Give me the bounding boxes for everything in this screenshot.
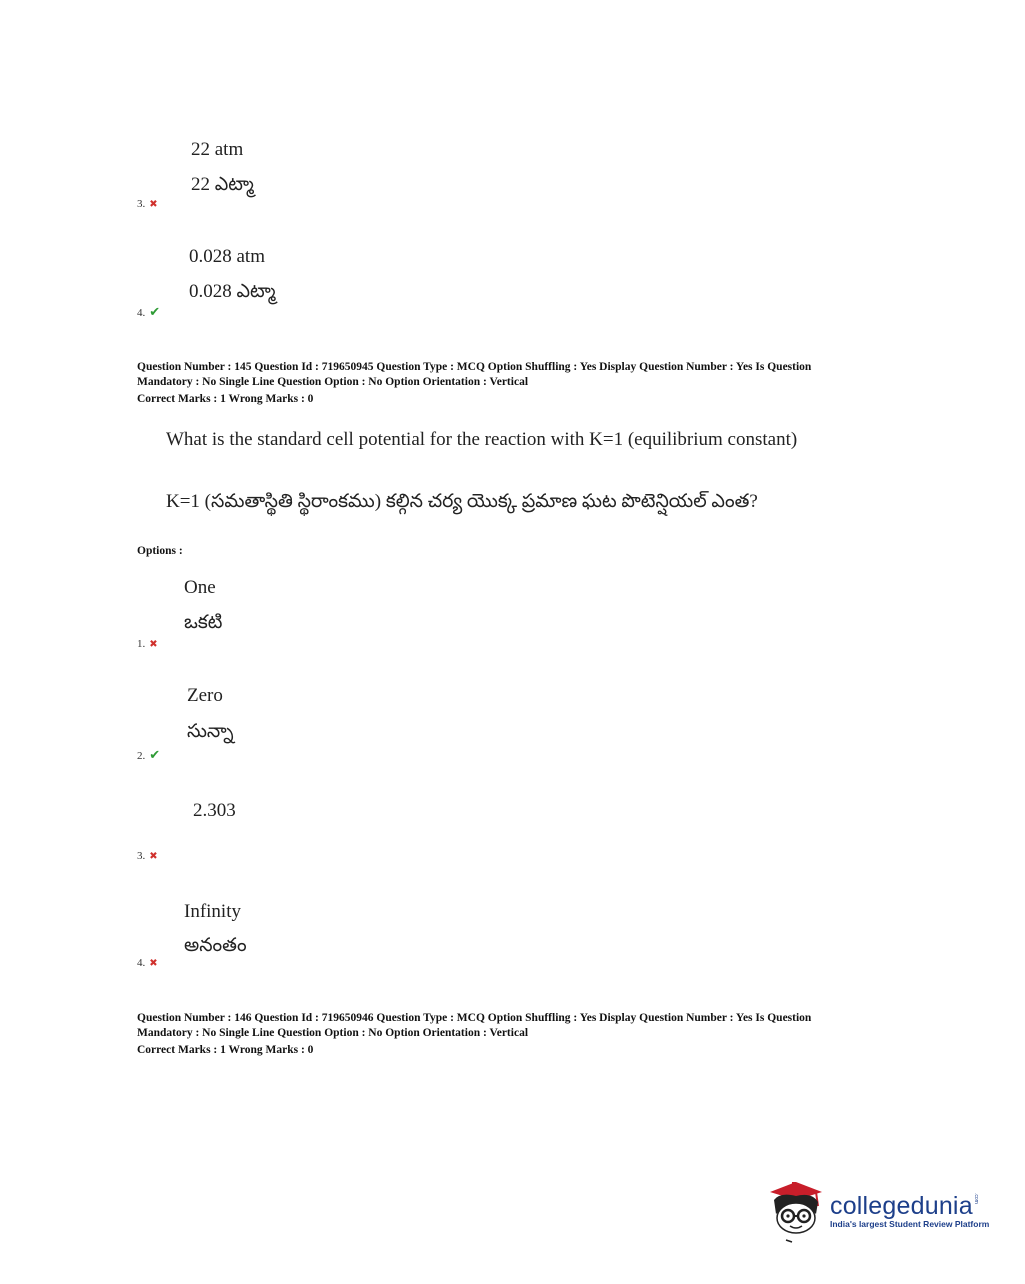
prev-option-3-telugu: 22 ఎట్మా: [191, 174, 254, 195]
option-number: 2.: [137, 749, 146, 762]
question-145-metadata: [137, 360, 897, 407]
marks-line: Correct Marks : 1 Wrong Marks : 0: [137, 1044, 314, 1056]
check-mark-icon: ✔: [149, 748, 161, 763]
cross-mark-icon: ✖: [149, 850, 158, 862]
logo-wordmark: collegedunia: [830, 1192, 973, 1220]
collegedunia-logo: [766, 1178, 989, 1244]
option-3-english: 2.303: [193, 800, 236, 821]
options-label: Options :: [137, 545, 183, 557]
option-2-marker: [137, 748, 160, 763]
mascot-icon: [766, 1178, 824, 1244]
logo-text-block: [830, 1193, 989, 1229]
question-146-metadata: [137, 1011, 897, 1058]
option-2-telugu: సున్నా: [187, 721, 234, 742]
option-number: 3.: [137, 198, 146, 210]
logo-com-suffix: .com: [972, 1193, 979, 1204]
prev-option-3-english: 22 atm: [191, 139, 244, 160]
option-number: 4.: [137, 306, 146, 319]
logo-tagline: India's largest Student Review Platform: [830, 1219, 990, 1229]
cross-mark-icon: ✖: [149, 638, 158, 650]
option-1-telugu: ఒకటి: [184, 612, 223, 633]
question-145-telugu: K=1 (సమతాస్థితి స్థిరాంకము) కల్గిన చర్య యొక్క ప్రమాణ ఘట పొటెన్షియల్ ఎంత?: [166, 491, 758, 512]
option-4-telugu: అనంతం: [184, 935, 247, 956]
question-145-english: What is the standard cell potential for the reaction with K=1 (equilibrium constant): [166, 429, 798, 450]
option-1-marker: [137, 638, 158, 650]
option-3-marker: [137, 850, 158, 862]
prev-option-3-marker: [137, 198, 158, 210]
option-4-marker: [137, 957, 158, 969]
option-4-english: Infinity: [184, 901, 241, 922]
check-mark-icon: ✔: [149, 305, 161, 320]
option-number: 1.: [137, 638, 146, 650]
prev-option-4-english: 0.028 atm: [189, 246, 265, 267]
option-2-english: Zero: [187, 685, 223, 706]
option-number: 4.: [137, 957, 146, 969]
prev-option-4-marker: [137, 305, 160, 320]
metadata-line: Question Number : 146 Question Id : 719650946 Question Type : MCQ Option Shuffling : Yes Display Question Number : Yes Is Question: [137, 1012, 812, 1024]
metadata-line: Mandatory : No Single Line Question Option : No Option Orientation : Vertical: [137, 1026, 529, 1039]
marks-line: Correct Marks : 1 Wrong Marks : 0: [137, 393, 314, 405]
cross-mark-icon: ✖: [149, 198, 158, 210]
prev-option-4-telugu: 0.028 ఎట్మా: [189, 281, 276, 302]
option-1-english: One: [184, 577, 216, 598]
option-number: 3.: [137, 850, 146, 862]
metadata-line: Mandatory : No Single Line Question Option : No Option Orientation : Vertical: [137, 375, 529, 388]
metadata-line: Question Number : 145 Question Id : 719650945 Question Type : MCQ Option Shuffling : Yes Display Question Number : Yes Is Question: [137, 361, 812, 373]
cross-mark-icon: ✖: [149, 957, 158, 969]
